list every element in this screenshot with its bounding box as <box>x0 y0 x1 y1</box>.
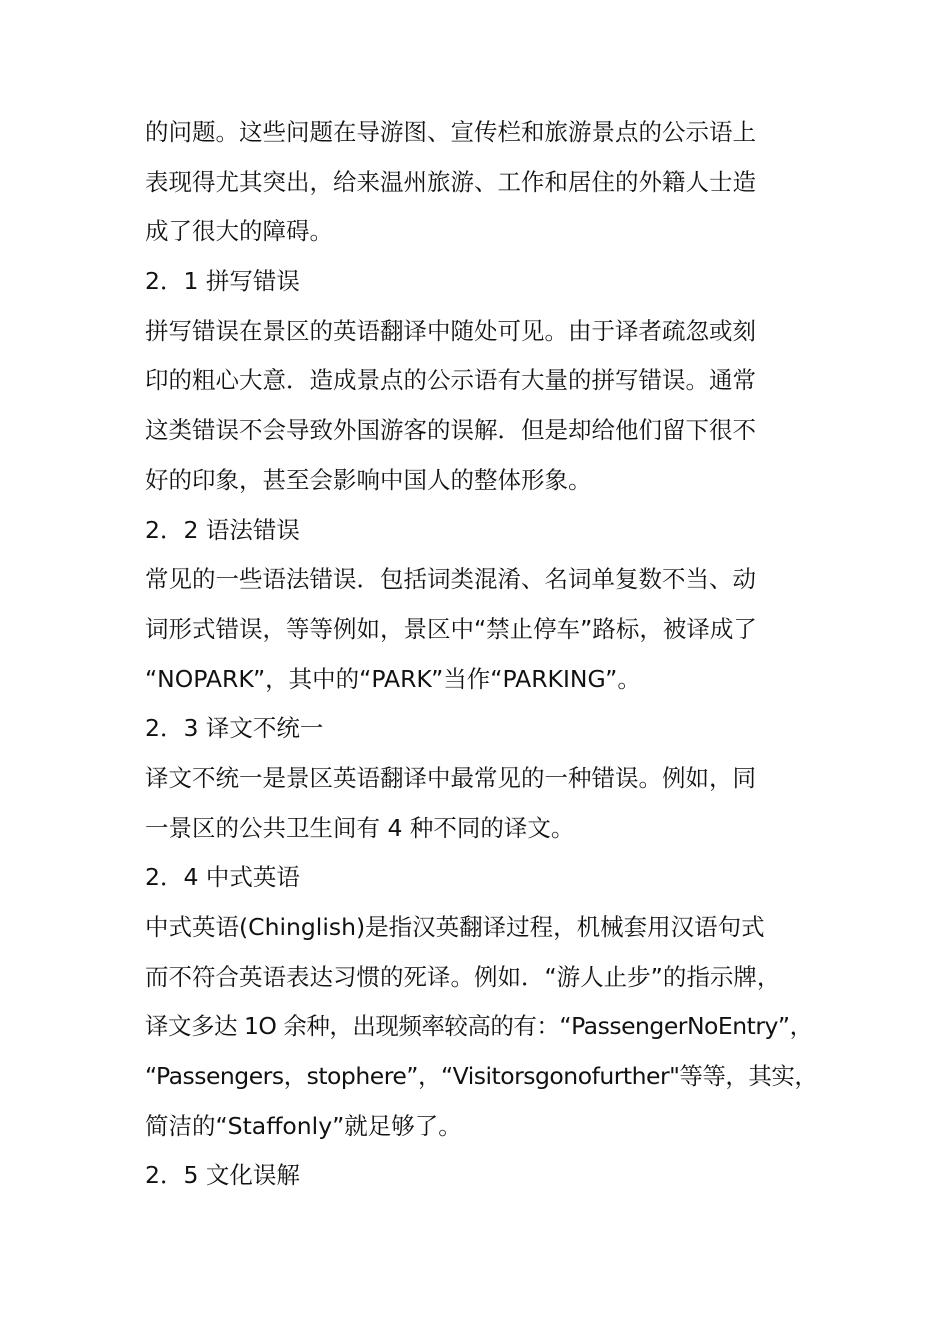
section-heading-2-4: 2．4 中式英语 <box>145 863 300 892</box>
intro-line: 的问题。这些问题在导游图、宣传栏和旅游景点的公示语上 <box>145 118 756 146</box>
section-heading-2-1: 2．1 拼写错误 <box>145 267 300 296</box>
paragraph-line: 译文多达 1O 余种，出现频率较高的有：“PassengerNoEntry”， <box>145 1012 813 1041</box>
document-body <box>145 108 825 1201</box>
paragraph-line: 词形式错误，等等例如，景区中“禁止停车”路标，被译成了 <box>145 614 757 643</box>
paragraph-line: 简洁的“Staffonly”就足够了。 <box>145 1111 462 1140</box>
paragraph-line: 常见的一些语法错误．包括词类混淆、名词单复数不当、动 <box>145 565 756 594</box>
intro-line: 成了很大的障碍。 <box>145 217 333 246</box>
paragraph-line: 印的粗心大意．造成景点的公示语有大量的拼写错误。通常 <box>145 366 756 395</box>
paragraph-line: 这类错误不会导致外国游客的误解．但是却给他们留下很不 <box>145 416 756 445</box>
paragraph-line: 一景区的公共卫生间有 4 种不同的译文。 <box>145 813 575 842</box>
paragraph-line: “Passengers，stophere”，“Visitorsgonofurther"等等，其实， <box>145 1062 818 1091</box>
paragraph-line: “NOPARK”，其中的“PARK”当作“PARKING”。 <box>145 664 641 693</box>
paragraph-line: 拼写错误在景区的英语翻译中随处可见。由于译者疏忽或刻 <box>145 316 756 345</box>
paragraph-line: 好的印象，甚至会影响中国人的整体形象。 <box>145 465 592 494</box>
intro-line: 表现得尤其突出，给来温州旅游、工作和居住的外籍人士造 <box>145 167 756 196</box>
section-heading-2-3: 2．3 译文不统一 <box>145 714 324 743</box>
section-heading-2-5: 2．5 文化误解 <box>145 1161 300 1190</box>
paragraph-line: 而不符合英语表达习惯的死译。例如．“游人止步”的指示牌， <box>145 962 781 991</box>
section-heading-2-2: 2．2 语法错误 <box>145 515 300 544</box>
paragraph-line: 译文不统一是景区英语翻译中最常见的一种错误。例如，同 <box>145 763 756 792</box>
paragraph-line: 中式英语(Chinglish)是指汉英翻译过程，机械套用汉语句式 <box>145 913 765 941</box>
